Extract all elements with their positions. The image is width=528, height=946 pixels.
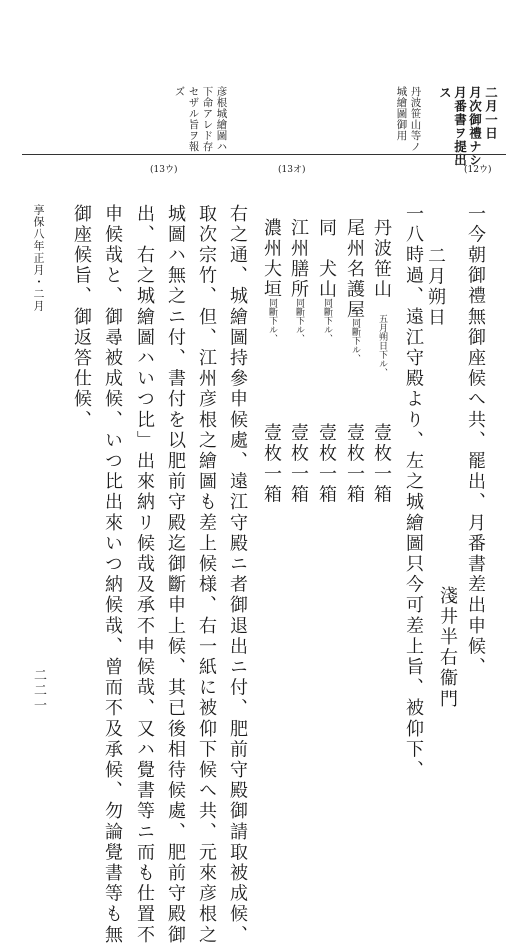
castle-name: 濃州大垣 bbox=[261, 218, 282, 301]
castle-note: 同斷下ル、 bbox=[294, 298, 304, 343]
margin-note-line: 月番書ヲ提出 bbox=[452, 86, 468, 167]
castle-qty: 壹枚一箱 bbox=[371, 423, 392, 506]
folio-marker: (13オ) bbox=[278, 165, 306, 175]
date-heading: 二月朔日 bbox=[425, 246, 446, 329]
body-line: 一八時過、遠江守殿より、左之城繪圖只今可差上旨、被仰下、 bbox=[403, 204, 424, 781]
margin-note-line: ス bbox=[437, 86, 453, 100]
page-number: 二二一 bbox=[31, 668, 46, 713]
castle-name: 尾州名護屋 bbox=[344, 218, 365, 321]
folio-marker: (12ウ) bbox=[464, 165, 492, 175]
body-line: 御座候旨、御返答仕候、 bbox=[71, 204, 92, 431]
body-line: 右之通、城繪圖持參申候處、遠江守殿ニ者御退出ニ付、肥前守殿御請取被成候、 bbox=[227, 204, 248, 946]
castle-qty: 壹枚一箱 bbox=[261, 423, 282, 506]
margin-note-line: 城繪圖御用 bbox=[395, 86, 408, 141]
author-name: 淺井半右衞門 bbox=[437, 586, 458, 710]
margin-note-date: 二月一日 bbox=[483, 86, 499, 140]
body-line: 出、右之城繪圖ハいつ比」出來納リ候哉及承不申候哉、又ハ覺書等ニ而も仕置不 bbox=[134, 204, 155, 946]
body-line: 一今朝御禮無御座候へ共、罷出、月番書差出申候、 bbox=[465, 204, 486, 678]
margin-note-line: 丹波笹山等ノ bbox=[409, 86, 422, 152]
margin-rule bbox=[22, 154, 506, 155]
margin-note-line: セザル旨ヲ報 bbox=[187, 86, 200, 152]
castle-name: 江州膳所 bbox=[288, 218, 309, 301]
castle-note: 同斷下ル、 bbox=[322, 298, 332, 343]
margin-note-line: 月次御禮ナシ bbox=[467, 86, 483, 167]
castle-qty: 壹枚一箱 bbox=[344, 423, 365, 506]
castle-note: 五月朔日下ル、 bbox=[377, 314, 387, 377]
margin-note-line: ズ bbox=[173, 86, 186, 97]
body-line: 申候哉と、御尋被成候、いつ比出來いつ納候哉、曾而不及承候、勿論覺書等も無 bbox=[102, 204, 123, 946]
castle-qty: 壹枚一箱 bbox=[288, 423, 309, 506]
castle-name: 丹波笹山 bbox=[371, 218, 392, 301]
margin-note-line: 彦根城繪圖ハ bbox=[215, 86, 228, 152]
body-line: 取次宗竹、但、江州彦根之繪圖も差上候様、右一紙に被仰下候へ共、元來彦根之 bbox=[196, 204, 217, 946]
body-line: 城圖ハ無之ニ付、書付を以肥前守殿迄御斷申上候、其已後相待候處、肥前守殿御 bbox=[165, 204, 186, 946]
castle-note: 同斷下ル、 bbox=[350, 318, 360, 363]
margin-note-line: 下命アレド存 bbox=[201, 86, 214, 152]
castle-qty: 壹枚一箱 bbox=[316, 423, 337, 506]
castle-note: 同斷下ル、 bbox=[267, 298, 277, 343]
folio-marker: (13ウ) bbox=[150, 165, 178, 175]
running-head: 享保八年正月・二月 bbox=[32, 204, 45, 312]
castle-name: 同 犬山 bbox=[316, 218, 337, 301]
